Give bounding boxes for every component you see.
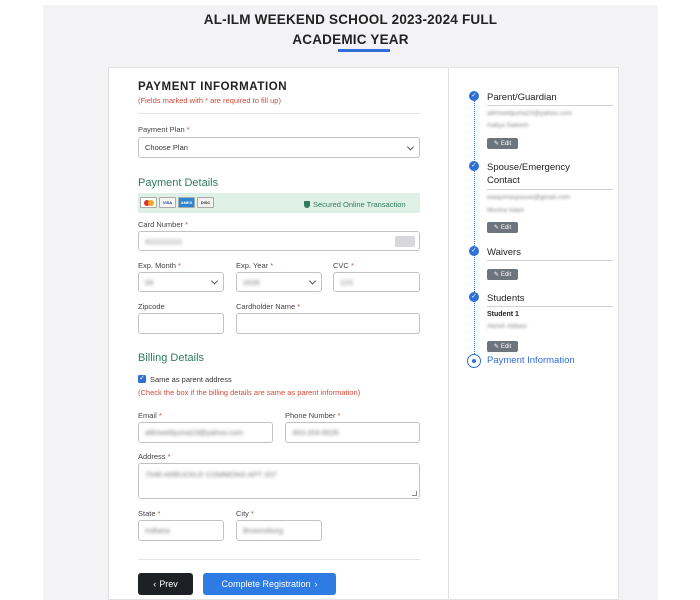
phone-value: 463-204-9026 [292,428,339,437]
state-label: State * [138,509,161,518]
edit-label: Edit [500,343,512,350]
amex-icon: AMEX [178,197,195,208]
cvc-input[interactable] [333,272,420,292]
step-waivers: Waivers [487,247,521,258]
zipcode-input[interactable] [138,313,224,334]
zipcode-label: Zipcode [138,302,165,311]
secure-transaction [304,200,406,209]
payment-heading: PAYMENT INFORMATION [138,81,288,93]
parent-email: alilmwebjuma23@yahoo.com [487,110,572,117]
required-note: (Fields marked with * are required to fill up) [138,96,281,105]
complete-registration-button[interactable] [203,573,336,595]
chevron-right-icon: › [314,579,318,589]
check-icon: ✓ [469,246,479,256]
pencil-icon: ✎ [493,272,499,278]
spouse-email: wasjumaspouse@gmail.com [487,194,570,201]
edit-label: Edit [500,140,512,147]
address-label: Address * [138,452,171,461]
exp-month-label: Exp. Month * [138,261,181,270]
step-divider [487,189,613,190]
check-icon: ✓ [469,161,479,171]
exp-month-value: 04 [145,277,154,287]
email-label: Email * [138,411,162,420]
pencil-icon: ✎ [493,344,499,350]
city-value: Brownsburg [243,526,284,535]
complete-registration-label: Complete Registration [221,579,311,589]
step-divider [487,306,613,307]
step-spouse-emergency [487,161,570,187]
card-number-input[interactable] [138,231,420,251]
email-input[interactable] [138,422,273,443]
mastercard-icon [140,197,157,208]
pencil-icon: ✎ [493,225,499,231]
divider [138,113,420,114]
step-divider [487,260,613,261]
stepper-line [474,100,475,356]
exp-month-select[interactable] [138,272,224,292]
cardholder-label: Cardholder Name * [236,302,301,311]
step-parent-guardian: Parent/Guardian [487,92,557,103]
title-underline [338,49,390,52]
chevron-down-icon [309,277,316,284]
student-name: Abrish Abbasi [487,323,527,330]
payment-plan-label: Payment Plan * [138,125,190,134]
exp-year-select[interactable] [236,272,322,292]
edit-parent-button[interactable] [487,138,518,149]
edit-spouse-button[interactable] [487,222,518,233]
chevron-left-icon: ‹ [153,579,157,589]
prev-button-label: Prev [159,579,178,589]
city-input[interactable] [236,520,322,541]
exp-year-value: 2026 [243,277,260,287]
payment-plan-value: Choose Plan [145,143,188,152]
edit-label: Edit [500,224,512,231]
cvc-label: CVC * [333,261,354,270]
phone-input[interactable] [285,422,420,443]
edit-waivers-button[interactable] [487,269,518,280]
billing-details-title: Billing Details [138,352,205,364]
state-input[interactable] [138,520,224,541]
step-spouse-title-line-2: Contact [487,175,520,186]
email-value: alilmwebjuma23@yahoo.com [145,428,244,437]
card-divider [448,67,449,600]
step-spouse-title-line-1: Spouse/Emergency [487,162,570,173]
card-number-label: Card Number * [138,220,189,229]
check-icon: ✓ [469,91,479,101]
chevron-down-icon [211,277,218,284]
pencil-icon: ✎ [493,141,499,147]
card-number-value: 4111111111 [145,236,183,246]
payment-details-title: Payment Details [138,177,219,189]
edit-students-button[interactable] [487,341,518,352]
edit-label: Edit [500,271,512,278]
step-divider [487,105,613,106]
card-brands [140,197,214,208]
spouse-name: Munira Islam [487,207,525,214]
parent-name: Aaliya Saleem [487,122,529,129]
exp-year-label: Exp. Year * [236,261,274,270]
secure-transaction-label: Secured Online Transaction [313,200,406,209]
chevron-down-icon [407,143,414,150]
step-payment-information: Payment Information [487,355,575,366]
same-as-parent-checkbox[interactable]: ✓ [139,375,145,382]
state-value: Indiana [145,526,170,535]
page-title-line-2: ACADEMIC YEAR [292,32,409,47]
address-textarea[interactable] [138,463,420,499]
check-icon: ✓ [469,292,479,302]
address-value: 7048 ARBUCKLE COMMONS APT 207 [145,470,277,479]
discover-icon: DISC [197,197,214,208]
visa-icon: VISA [159,197,176,208]
same-as-parent-label: Same as parent address [150,375,232,384]
page-title [43,10,658,50]
current-step-icon [467,354,481,368]
cardholder-input[interactable] [236,313,420,334]
resize-handle-icon[interactable] [412,491,417,496]
shield-icon [304,201,310,208]
student-label: Student 1 [487,311,519,318]
cvc-value: 123 [340,277,353,287]
prev-button[interactable] [138,573,193,595]
phone-label: Phone Number * [285,411,341,420]
divider [138,559,420,560]
card-icon [395,236,415,247]
step-students: Students [487,293,525,304]
city-label: City * [236,509,254,518]
page-title-line-1: AL-ILM WEEKEND SCHOOL 2023-2024 FULL [203,12,498,27]
payment-plan-select[interactable] [138,137,420,158]
billing-check-note: (Check the box if the billing details are same as parent information) [138,388,361,397]
